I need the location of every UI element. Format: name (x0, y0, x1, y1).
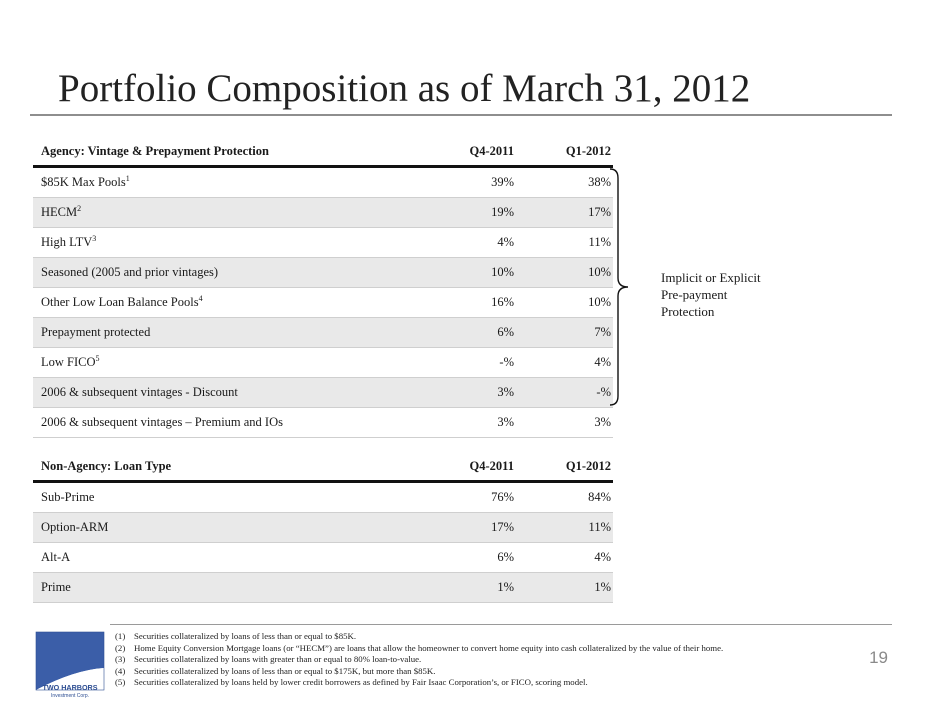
nonagency-row-q1: 1% (594, 580, 611, 594)
agency-row (33, 228, 613, 258)
nonagency-row-q1: 4% (594, 550, 611, 564)
nonagency-row (33, 483, 613, 513)
bracket-note-line: Implicit or Explicit (661, 270, 761, 285)
nonagency-table (33, 453, 613, 603)
agency-row (33, 258, 613, 288)
agency-row (33, 288, 613, 318)
nonagency-row-q1: 84% (588, 490, 611, 504)
nonagency-header-q4: Q4-2011 (469, 459, 514, 473)
agency-header-q1: Q1-2012 (565, 144, 611, 158)
agency-row-q4: 3% (497, 415, 514, 429)
agency-row-q1: 3% (594, 415, 611, 429)
agency-row-q1: 10% (588, 265, 611, 279)
title-divider (30, 114, 892, 116)
footnote-number: (5) (115, 677, 126, 687)
agency-row-label: $85K Max Pools$^1$ (41, 173, 130, 189)
agency-row-label: Seasoned (2005 and prior vintages) (41, 265, 219, 279)
agency-row-label: 2006 & subsequent vintages - Discount (41, 385, 238, 399)
nonagency-row-label: Alt-A (41, 550, 71, 564)
agency-table (33, 138, 613, 438)
agency-row-q4: 39% (491, 175, 514, 189)
svg-text:Investment Corp.: Investment Corp. (50, 693, 90, 699)
svg-text:TWO HARBORS: TWO HARBORS (42, 683, 98, 692)
nonagency-row-label: Prime (41, 580, 71, 594)
nonagency-row-q4: 1% (497, 580, 514, 594)
footnote-text: Securities collateralized by loans held by lower credit borrowers as defined by Fair Isaac Corporation’s, or FICO, scoring model. (134, 677, 588, 687)
bracket-note-line: Protection (661, 304, 715, 319)
footnote-number: (2) (115, 642, 126, 653)
footnote (115, 643, 723, 655)
agency-table-header (33, 138, 613, 168)
nonagency-row (33, 543, 613, 573)
footnote (115, 666, 723, 678)
footnote-marker: 5 (95, 353, 100, 363)
agency-row-q4: 16% (491, 295, 514, 309)
nonagency-row-q4: 6% (497, 550, 514, 564)
page-title: Portfolio Composition as of March 31, 2012 (58, 67, 751, 110)
nonagency-row-label: Sub-Prime (41, 490, 95, 504)
agency-row (33, 348, 613, 378)
agency-row-q1: 38% (588, 175, 611, 189)
agency-row-q1: 11% (588, 235, 611, 249)
nonagency-row (33, 513, 613, 543)
agency-row-q4: -% (499, 355, 514, 369)
footnote-marker: 3 (92, 233, 97, 243)
company-logo (34, 628, 106, 700)
footnote-marker: 1 (125, 173, 130, 183)
agency-row-label: Low FICO$^5$ (41, 353, 100, 369)
nonagency-header-q1: Q1-2012 (565, 459, 611, 473)
footnote-text: Home Equity Conversion Mortgage loans (or “HECM”) are loans that allow the homeowner to convert home equity into cash collateralized by the value of their home. (134, 642, 724, 653)
footnote-text: Securities collateralized by loans of less than or equal to $175K, but more than $85K. (134, 665, 436, 676)
agency-row-label: Prepayment protected (41, 325, 151, 339)
nonagency-row (33, 573, 613, 603)
agency-header-label: Agency: Vintage & Prepayment Protection (41, 144, 269, 158)
footnotes (115, 631, 723, 689)
agency-row-q4: 10% (491, 265, 514, 279)
footnote-number: (1) (115, 631, 126, 641)
agency-row-q1: 7% (594, 325, 611, 339)
nonagency-row-q4: 76% (491, 490, 514, 504)
footnote-marker: 4 (198, 293, 203, 303)
agency-row-q4: 19% (491, 205, 514, 219)
footnote-text: Securities collateralized by loans of less than or equal to $85K. (134, 631, 357, 641)
agency-row-label: HECM$^2$ (41, 203, 82, 219)
footnote-text: Securities collateralized by loans with greater than or equal to 80% loan-to-value. (134, 654, 422, 664)
footnote-marker: 2 (77, 203, 82, 213)
agency-row-label: High LTV$^3$ (41, 233, 97, 249)
footer-divider (110, 624, 892, 625)
footnote-number: (3) (115, 654, 126, 664)
footnote (115, 677, 723, 689)
page-number: 19 (869, 648, 888, 667)
agency-row-q4: 3% (497, 385, 514, 399)
agency-row-label: 2006 & subsequent vintages – Premium and IOs (41, 415, 283, 429)
nonagency-row-q1: 11% (588, 520, 611, 534)
agency-row-q4: 4% (497, 235, 514, 249)
agency-row-q1: -% (596, 385, 611, 399)
agency-row-q1: 10% (588, 295, 611, 309)
agency-row-label: Other Low Loan Balance Pools$^4$ (41, 293, 203, 309)
agency-row (33, 168, 613, 198)
nonagency-row-q4: 17% (491, 520, 514, 534)
agency-row (33, 198, 613, 228)
agency-row-q4: 6% (497, 325, 514, 339)
agency-row-q1: 4% (594, 355, 611, 369)
nonagency-table-header (33, 453, 613, 483)
nonagency-row-label: Option-ARM (41, 520, 109, 534)
nonagency-header-label: Non-Agency: Loan Type (41, 459, 172, 473)
agency-row (33, 378, 613, 408)
footnote (115, 631, 723, 643)
footnote-number: (4) (115, 665, 126, 676)
agency-row (33, 408, 613, 438)
bracket-brace (608, 168, 648, 408)
bracket-note-line: Pre-payment (661, 287, 728, 302)
agency-row-q1: 17% (588, 205, 611, 219)
bracket-note (661, 269, 761, 320)
agency-row (33, 318, 613, 348)
footnote (115, 654, 723, 666)
agency-header-q4: Q4-2011 (469, 144, 514, 158)
